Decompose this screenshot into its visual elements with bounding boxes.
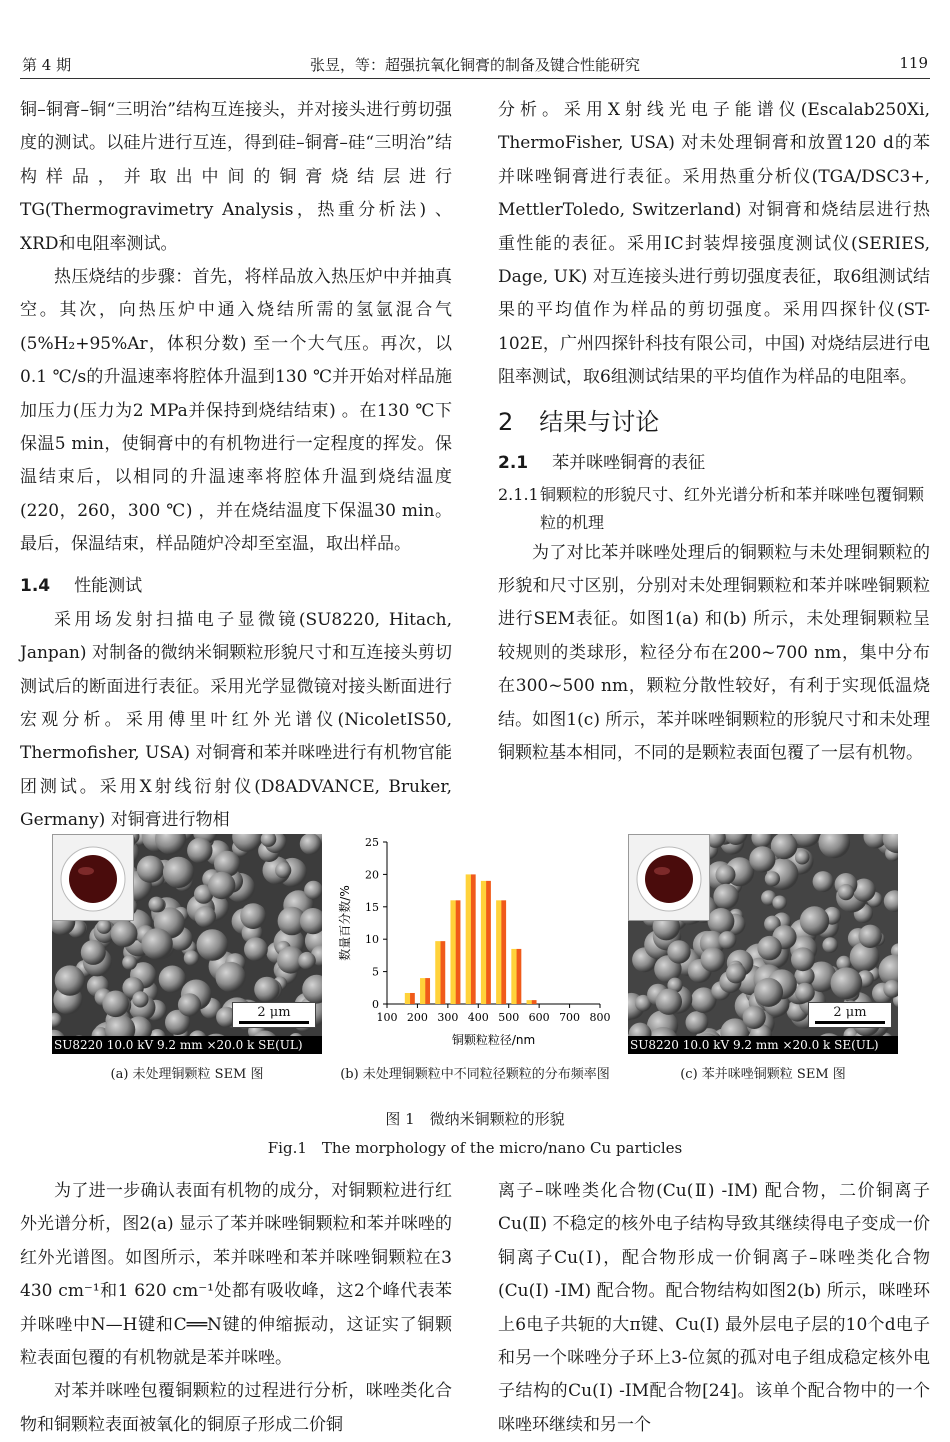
right-column [498, 94, 930, 771]
figure-title-cn: 图 1 微纳米铜颗粒的形貌 [385, 1110, 565, 1128]
particle [713, 884, 738, 909]
particle [795, 850, 810, 865]
page-header [20, 52, 930, 79]
x-tick-label: 400 [467, 1011, 489, 1024]
issue-number: 第 4 期 [22, 56, 72, 74]
particle [102, 991, 129, 1018]
y-tick-label: 5 [372, 965, 379, 979]
section-heading-2-1 [498, 449, 930, 477]
histogram-bar [481, 881, 491, 1004]
x-tick-label: 500 [498, 1011, 520, 1024]
scale-bar: 2 μm [232, 1002, 316, 1028]
x-tick-label: 200 [406, 1011, 428, 1024]
paragraph: 热压烧结的步骤：首先，将样品放入热压炉中并抽真空。其次，向热压炉中通入烧结所需的氢氩混合气(5%H₂+95%Ar，体积分数) 至一个大气压。再次，以0.1 ℃/s的升温速率将腔体升温到130 ℃并开始对样品施加压力(压力为2 MPa并保持到烧结结束) 。在130 ℃下保温5 min，使铜膏中的有机物进行一定程度的挥发。保温结束后，以相同的升温速率将腔体升温到烧结温度(220，260，300 ℃) ，并在烧结温度下保温30 min。最后，保温结束，样品随炉冷却至室温，取出样品。 [20, 267, 452, 555]
particle [111, 920, 138, 947]
particle [701, 947, 726, 972]
particle [163, 857, 194, 888]
particle [822, 937, 838, 953]
sem-image-untreated [52, 834, 322, 1054]
particle [159, 966, 186, 993]
particle [656, 989, 682, 1015]
left-column [20, 94, 452, 838]
histogram-bar [466, 874, 476, 1004]
particle [726, 963, 746, 983]
particle [757, 936, 781, 960]
particle [743, 1006, 766, 1029]
histogram-bar [420, 978, 430, 1004]
particle [240, 903, 266, 929]
particle [81, 940, 106, 965]
particle-size-chart [330, 834, 620, 1054]
particle [275, 862, 291, 878]
y-tick-label: 25 [365, 836, 379, 849]
particle [178, 993, 201, 1016]
cup-photo-inset [52, 834, 134, 921]
subcaption-b: (b) 未处理铜颗粒中不同粒径颗粒的分布频率图 [340, 1067, 610, 1082]
sem-image-benzimidazole [628, 834, 898, 1054]
particle [122, 955, 137, 970]
cup-photo-inset [628, 834, 710, 921]
particle [791, 947, 815, 971]
particle [187, 838, 212, 863]
particle [686, 1011, 709, 1034]
particle [195, 906, 216, 927]
x-tick-label: 800 [589, 1011, 611, 1024]
histogram-bar [405, 993, 415, 1004]
section-number: 2 [498, 407, 514, 436]
y-axis-label: 数量百分数/% [338, 885, 352, 961]
particle [795, 983, 815, 1003]
section-heading-2-1-1 [498, 481, 930, 537]
particle [197, 929, 229, 961]
subcaption-c: (c) 苯并咪唑铜颗粒 SEM 图 [680, 1067, 846, 1082]
x-tick-label: 700 [559, 1011, 581, 1024]
x-tick-label: 600 [528, 1011, 550, 1024]
histogram-bar [511, 949, 521, 1004]
particle [141, 928, 172, 959]
sem-info-bar: SU8220 10.0 kV 9.2 mm ×20.0 k SE(UL) [52, 1036, 322, 1054]
histogram-bar [527, 1000, 537, 1004]
particle [831, 967, 863, 999]
bottom-left-column [20, 1175, 452, 1442]
x-axis-label: 铜颗粒粒径/nm [451, 1033, 536, 1047]
section-heading-2 [498, 405, 930, 439]
section-title: 苯并咪唑铜膏的表征 [552, 452, 706, 473]
paragraph: 对苯并咪唑包覆铜颗粒的过程进行分析，咪唑类化合物和铜颗粒表面被氧化的铜原子形成二价铜 [20, 1381, 452, 1435]
section-number: 2.1.1 [498, 484, 539, 504]
particle [208, 872, 235, 899]
section-title: 铜颗粒的形貌尺寸、红外光谱分析和苯并咪唑包覆铜颗粒的机理 [540, 484, 925, 532]
particle [132, 991, 148, 1007]
running-title: 张昱，等：超强抗氧化铜膏的制备及键合性能研究 [309, 56, 640, 74]
y-tick-label: 20 [365, 868, 379, 882]
paragraph: 离子–咪唑类化合物(Cu(Ⅱ) -IM) 配合物，二价铜离子Cu(Ⅱ) 不稳定的核外电子结构导致其继续得电子变成一价铜离子Cu(Ⅰ)，配合物形成一价铜离子–咪唑类化合物(Cu(Ⅰ) -IM) 配合物。配合物结构如图2(b) 所示，咪唑环上6电子共轭的大π键、Cu(Ⅰ) 最外层电子层的10个d电子和另一个咪唑分子环上3-位氮的孤对电子组成稳定核外电子结构的Cu(Ⅰ) -IM配合物[24]。该单个配合物中的一个咪唑环继续和另一个 [498, 1181, 930, 1435]
y-tick-label: 15 [365, 900, 379, 914]
section-heading-1-4 [20, 572, 452, 600]
particle [667, 940, 690, 963]
particle [749, 846, 775, 872]
particle [300, 834, 322, 855]
particle [800, 906, 829, 935]
particle [838, 884, 854, 900]
particle [813, 871, 834, 892]
particle [765, 871, 780, 886]
paragraph: 为了进一步确认表面有机物的成分，对铜颗粒进行红外光谱分析，图2(a) 显示了苯并咪唑铜颗粒和苯并咪唑的红外光谱图。如图所示，苯并咪唑和苯并咪唑铜颗粒在3 430 cm⁻¹和1 620 cm⁻¹处都有吸收峰，这2个峰代表苯并咪唑中N—H键和C══N键的伸缩振动，这证实了铜颗粒表面包覆的有机物就是苯并咪唑。 [20, 1181, 452, 1369]
paragraph: 为了对比苯并咪唑处理后的铜颗粒与未处理铜颗粒的形貌和尺寸区别，分别对未处理铜颗粒和苯并咪唑铜颗粒进行SEM表征。如图1(a) 和(b) 所示，未处理铜颗粒呈较规则的类球形，粒径分布在200~700 nm，集中分布在300~500 nm，颗粒分散性较好，有利于实现低温烧结。如图1(c) 所示，苯并咪唑铜颗粒的形貌尺寸和未处理铜颗粒基本相同，不同的是颗粒表面包覆了一层有机物。 [498, 542, 930, 764]
particle [754, 978, 783, 1007]
figure-title-en: Fig.1 The morphology of the micro/nano Cu particles [267, 1139, 683, 1157]
particle [716, 865, 736, 885]
x-tick-label: 300 [437, 1011, 459, 1024]
particle [216, 962, 246, 992]
histogram-bar [435, 941, 445, 1004]
particle [55, 965, 85, 995]
particle [254, 977, 279, 1002]
bottom-right-column [498, 1175, 930, 1442]
particle [97, 919, 112, 934]
particle [149, 897, 165, 913]
scale-bar: 2 μm [808, 1002, 892, 1028]
paragraph: 采用场发射扫描电子显微镜(SU8220, Hitach, Janpan) 对制备的微纳米铜颗粒形貌尺寸和互连接头剪切测试后的断面进行表征。采用光学显微镜对接头断面进行宏观分析。采用傅里叶红外光谱仪(NicoletIS50, Thermofisher, USA) 对铜膏和苯并咪唑进行有机物官能团测试。采用X射线衍射仪(D8ADVANCE, Bruker, Germany) 对铜膏进行物相 [20, 609, 452, 831]
y-tick-label: 0 [372, 998, 379, 1011]
histogram-bar [450, 900, 460, 1004]
subcaption-a: (a) 未处理铜颗粒 SEM 图 [110, 1067, 264, 1082]
particle [718, 931, 736, 949]
y-tick-label: 10 [365, 933, 379, 947]
page-number: 119 [899, 54, 928, 72]
section-title: 结果与讨论 [539, 407, 660, 436]
particle [137, 856, 164, 883]
sem-info-bar: SU8220 10.0 kV 9.2 mm ×20.0 k SE(UL) [628, 1036, 898, 1054]
particle [244, 937, 268, 961]
paragraph: 铜–铜膏–铜“三明治”结构互连接头，并对接头进行剪切强度的测试。以硅片进行互连，得到硅–铜膏–硅“三明治”结构样品，并取出中间的铜膏烧结层进行TG(Thermogravimetry Analysis，热重分析法) 、XRD和电阻率测试。 [20, 100, 452, 254]
section-number: 2.1 [498, 452, 529, 473]
section-number: 1.4 [20, 575, 51, 596]
histogram-bar [496, 900, 506, 1004]
section-title: 性能测试 [74, 575, 143, 596]
particle [184, 950, 199, 965]
paragraph: 分析。采用X射线光电子能谱仪(Escalab250Xi, ThermoFisher, USA) 对未处理铜膏和放置120 d的苯并咪唑铜膏进行表征。采用热重分析仪(TGA/DSC3+, MettlerToledo, Switzerland) 对铜膏和烧结层进行热重性能的表征。采用IC封装焊接强度测试仪(SERIES, Dage, UK) 对互连接头进行剪切强度表征，取6组测试结果的平均值作为样品的剪切强度。采用四探针仪(ST-102E，广州四探针科技有限公司，中国) 对烧结层进行电阻率测试，取6组测试结果的平均值作为样品的电阻率。 [498, 100, 930, 388]
particle [859, 925, 882, 948]
x-tick-label: 100 [376, 1011, 398, 1024]
particle [772, 896, 786, 910]
particle [298, 952, 316, 970]
